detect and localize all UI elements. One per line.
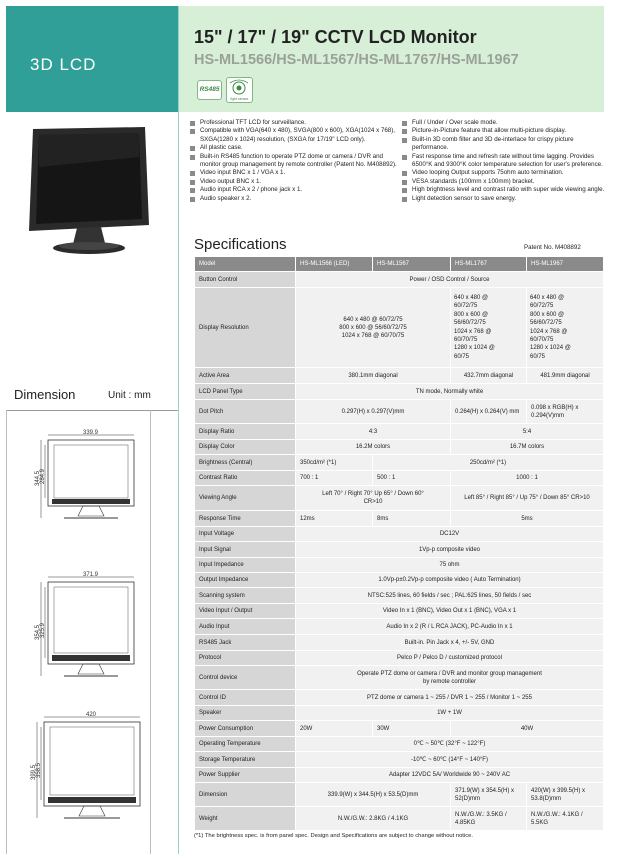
- drawing-15-width: 339.9: [83, 430, 99, 436]
- row-value: PTZ dome or camera 1 ~ 255 / DVR 1 ~ 255 / Monitor 1 ~ 255: [296, 690, 604, 706]
- row-value: 4:3: [296, 424, 451, 440]
- feature-item: Fast response time and refresh rate without time lagging. Provides 6500°K and 9300°K color temperature selection for user's preference.: [402, 153, 607, 170]
- row-label: Response Time: [195, 511, 296, 527]
- row-label: Control device: [195, 666, 296, 690]
- control-device-line: Operate PTZ dome or camera / DVR and monitor group management: [357, 670, 542, 677]
- table-row: [195, 558, 604, 573]
- row-value: 20W: [296, 721, 373, 737]
- row-value: [296, 666, 604, 690]
- row-label: Control ID: [195, 690, 296, 706]
- light-sensor-icon: [227, 79, 252, 97]
- row-label: Scanning system: [195, 588, 296, 604]
- row-value: 40W: [451, 721, 604, 737]
- rs485-badge: RS485: [197, 80, 222, 100]
- table-row: [195, 440, 604, 455]
- row-value: 16.2M colors: [296, 440, 451, 455]
- feature-item: All plastic case.: [190, 144, 398, 152]
- feature-item: Video looping Output supports 75ohm auto termination.: [402, 169, 607, 177]
- row-label: Dot Pitch: [195, 400, 296, 424]
- row-label: Weight: [195, 807, 296, 831]
- row-label: Display Color: [195, 440, 296, 455]
- row-value: 1000 : 1: [451, 471, 604, 486]
- resolution-line: 800 x 600 @: [530, 311, 565, 318]
- feature-item: Built-in 3D comb filter and 3D de-interlace for crispy picture performance.: [402, 136, 607, 153]
- row-label: Speaker: [195, 706, 296, 721]
- row-label: Input Signal: [195, 542, 296, 558]
- row-label: Button Control: [195, 272, 296, 288]
- row-value: Built-in. Pin Jack x 4, +/- 5V, GND: [296, 635, 604, 651]
- feature-item: Full / Under / Over scale mode.: [402, 119, 607, 127]
- row-value: 75 ohm: [296, 558, 604, 573]
- row-value: Power / OSD Control / Source: [296, 272, 604, 288]
- dimension-drawing-15: [28, 428, 158, 523]
- row-value: Video In x 1 (BNC), Video Out x 1 (BNC), VGA x 1: [296, 604, 604, 619]
- resolution-line: 56/60/72/75: [530, 320, 562, 327]
- page-title: 15" / 17" / 19" CCTV LCD Monitor: [194, 27, 477, 47]
- table-row: [195, 471, 604, 486]
- header-ml1566: HS-ML1566 (LED): [296, 257, 373, 272]
- row-value: 0.297(H) x 0.297(V)mm: [296, 400, 451, 424]
- row-label: Input Impedance: [195, 558, 296, 573]
- table-row: [195, 511, 604, 527]
- row-value: N.W./G.W.: 3.5KG / 4.85KG: [451, 807, 527, 831]
- table-row: [195, 651, 604, 666]
- row-label: LCD Panel Type: [195, 384, 296, 400]
- table-row: [195, 272, 604, 288]
- row-value: 30W: [373, 721, 451, 737]
- row-value: DC12V: [296, 527, 604, 542]
- row-value: Adapter 12VDC 5A/ Worldwide 90 ~ 240V AC: [296, 768, 604, 783]
- row-value: 339.9(W) x 344.5(H) x 53.5(D)mm: [296, 783, 451, 807]
- row-value: 5ms: [451, 511, 604, 527]
- dimension-unit: Unit : mm: [108, 390, 151, 401]
- resolution-line: 60/75: [454, 353, 470, 360]
- table-row: [195, 706, 604, 721]
- row-label: Display Resolution: [195, 288, 296, 368]
- drawing-17-height: 354.5: [35, 624, 41, 640]
- header-ml1567: HS-ML1567: [373, 257, 451, 272]
- light-sensor-badge: [226, 77, 253, 103]
- row-value: 0.264(H) x 0.264(V) mm: [451, 400, 527, 424]
- row-label: Dimension: [195, 783, 296, 807]
- drawing-19-screen-height: 358.5: [36, 762, 42, 778]
- feature-item: Video input BNC x 1 / VGA x 1.: [190, 169, 398, 177]
- header-ml1967: HS-ML1967: [527, 257, 604, 272]
- row-label: Viewing Angle: [195, 486, 296, 511]
- row-value: 12ms: [296, 511, 373, 527]
- row-label: Audio Input: [195, 619, 296, 635]
- table-row: [195, 783, 604, 807]
- row-value: 8ms: [373, 511, 451, 527]
- resolution-line: 56/60/72/75: [454, 320, 486, 327]
- resolution-line: 60/70/75: [454, 336, 478, 343]
- row-value: Audio In x 2 (R / L RCA JACK), PC-Audio In x 1: [296, 619, 604, 635]
- resolution-line: 1024 x 768 @: [530, 328, 568, 335]
- drawing-19-width: 420: [86, 712, 97, 718]
- drawing-19-height: 399.5: [31, 764, 37, 780]
- row-label: Output Impedance: [195, 573, 296, 588]
- row-value: 250cd/m² (*1): [373, 455, 604, 471]
- feature-item: High brightness level and contrast ratio with super wide viewing angle.: [402, 186, 607, 194]
- column-divider: [178, 6, 179, 854]
- row-value: 700 : 1: [296, 471, 373, 486]
- row-value: 1Vp-p composite video: [296, 542, 604, 558]
- row-label: Active Area: [195, 368, 296, 384]
- row-label: Power Supplier: [195, 768, 296, 783]
- feature-item: Built-in RS485 function to operate PTZ dome or camera / DVR and monitor group management by remote controller (Patent No. M408892).: [190, 153, 398, 170]
- resolution-line: 640 x 480 @ 60/72/75: [343, 316, 403, 323]
- row-value: 432.7mm diagonal: [451, 368, 527, 384]
- patent-number: Patent No. M408892: [524, 244, 581, 251]
- feature-item: VESA standards (100mm x 100mm) bracket.: [402, 178, 607, 186]
- resolution-line: 60/75: [530, 353, 546, 360]
- table-row: [195, 737, 604, 752]
- monitor-product-image: [27, 127, 150, 257]
- table-row: [195, 619, 604, 635]
- header-model: Model: [195, 257, 296, 272]
- row-value: Left 70° / Right 70° Up 65° / Down 60° CR>10: [296, 486, 451, 511]
- resolution-line: 1280 x 1024 @: [454, 345, 495, 352]
- category-band: [6, 6, 178, 112]
- table-row: [195, 666, 604, 690]
- control-device-line: by remote controller: [422, 678, 477, 685]
- resolution-line: 60/72/75: [530, 303, 554, 310]
- feature-list-left: [190, 119, 398, 203]
- table-row: [195, 424, 604, 440]
- dimension-drawing-17: [28, 570, 158, 680]
- row-value: 380.1mm diagonal: [296, 368, 451, 384]
- table-row: [195, 527, 604, 542]
- resolution-line: 640 x 480 @: [530, 294, 565, 301]
- row-value: 16.7M colors: [451, 440, 604, 455]
- feature-item: Audio input RCA x 2 / phone jack x 1.: [190, 186, 398, 194]
- specifications-heading: Specifications: [194, 236, 287, 253]
- row-value: 0.098 x RGB(H) x 0.294(V)mm: [527, 400, 604, 424]
- table-row: [195, 368, 604, 384]
- row-value: 481.9mm diagonal: [527, 368, 604, 384]
- row-label: Contrast Ratio: [195, 471, 296, 486]
- table-row: [195, 455, 604, 471]
- header-ml1767: HS-ML1767: [451, 257, 527, 272]
- drawing-15-screen-height: 284.9: [40, 468, 46, 484]
- resolution-17: [451, 288, 527, 368]
- row-value: -10℃ ~ 60℃ (14°F ~ 140°F): [296, 752, 604, 768]
- resolution-line: 60/70/75: [530, 336, 554, 343]
- table-row: [195, 807, 604, 831]
- table-row: [195, 542, 604, 558]
- resolution-line: 640 x 480 @: [454, 294, 489, 301]
- table-row: [195, 721, 604, 737]
- row-value: N.W./G.W.: 2.8KG / 4.1KG: [296, 807, 451, 831]
- dimension-drawing-19: [28, 710, 158, 822]
- resolution-line: 1024 x 768 @ 60/70/75: [341, 332, 405, 339]
- row-label: Storage Temperature: [195, 752, 296, 768]
- table-row: [195, 588, 604, 604]
- row-value: 500 : 1: [373, 471, 451, 486]
- spec-table: [194, 256, 604, 831]
- resolution-19: [527, 288, 604, 368]
- resolution-15: [296, 288, 451, 368]
- row-value: NTSC:525 lines, 60 fields / sec ; PAL:625 lines, 50 fields / sec: [296, 588, 604, 604]
- row-label: RS485 Jack: [195, 635, 296, 651]
- resolution-line: 800 x 600 @: [454, 311, 489, 318]
- row-value: TN mode, Normally white: [296, 384, 604, 400]
- drawing-15-height: 344.5: [35, 470, 41, 486]
- row-label: Input Voltage: [195, 527, 296, 542]
- row-value: N.W./G.W.: 4.1KG / 5.5KG: [527, 807, 604, 831]
- footnote: (*1) The brightness spec. is from panel spec. Design and Specifications are subject to change without notice.: [194, 833, 473, 839]
- feature-list-right: [402, 119, 607, 203]
- table-row: [195, 288, 604, 368]
- resolution-line: 60/72/75: [454, 303, 478, 310]
- drawing-17-width: 371.9: [83, 572, 99, 578]
- table-row: [195, 384, 604, 400]
- feature-item: Light detection sensor to save energy.: [402, 195, 607, 203]
- row-value: 5:4: [451, 424, 604, 440]
- feature-item: Audio speaker x 2.: [190, 195, 398, 203]
- table-header-row: [195, 257, 604, 272]
- table-row: [195, 690, 604, 706]
- table-row: [195, 604, 604, 619]
- dimension-frame-left: [6, 410, 7, 854]
- model-list: HS-ML1566/HS-ML1567/HS-ML1767/HS-ML1967: [194, 52, 519, 68]
- row-value: 350cd/m² (*1): [296, 455, 373, 471]
- row-value: Left 85° / Right 85° / Up 75° / Down 85° CR>10: [451, 486, 604, 511]
- table-row: [195, 635, 604, 651]
- feature-item: Video output BNC x 1.: [190, 178, 398, 186]
- row-value: 371.9(W) x 354.5(H) x 52(D)mm: [451, 783, 527, 807]
- row-label: Video Input / Output: [195, 604, 296, 619]
- dimension-divider: [6, 410, 178, 411]
- row-label: Brightness (Central): [195, 455, 296, 471]
- table-row: [195, 752, 604, 768]
- table-row: [195, 486, 604, 511]
- row-value: Pelco P / Pelco D / customized protocol: [296, 651, 604, 666]
- table-row: [195, 768, 604, 783]
- row-label: Operating Temperature: [195, 737, 296, 752]
- row-value: 420(W) x 399.5(H) x 53.8(D)mm: [527, 783, 604, 807]
- drawing-17-screen-height: 325.9: [40, 622, 46, 638]
- row-label: Protocol: [195, 651, 296, 666]
- row-value: 0℃ ~ 50℃ (32°F ~ 122°F): [296, 737, 604, 752]
- resolution-line: 1280 x 1024 @: [530, 345, 571, 352]
- table-row: [195, 573, 604, 588]
- resolution-line: 1024 x 768 @: [454, 328, 492, 335]
- row-label: Display Ratio: [195, 424, 296, 440]
- table-row: [195, 400, 604, 424]
- row-label: Power Consumption: [195, 721, 296, 737]
- feature-item: Picture-in-Picture feature that allow multi-picture display.: [402, 127, 607, 135]
- category-label: 3D LCD: [30, 55, 97, 74]
- dimension-title: Dimension: [14, 387, 76, 402]
- resolution-line: 800 x 600 @ 56/60/72/75: [339, 324, 407, 331]
- row-value: 1.0Vp-p±0.2Vp-p composite video ( Auto Termination): [296, 573, 604, 588]
- light-sensor-label: light sensor: [230, 97, 249, 101]
- row-value: 1W + 1W: [296, 706, 604, 721]
- feature-item: Professional TFT LCD for surveillance.: [190, 119, 398, 127]
- feature-item: Compatible with VGA(640 x 480), SVGA(800 x 600), XGA(1024 x 768), SXGA(1280 x 1024) resolution, (SXGA for 17/19" LCD only).: [190, 127, 398, 144]
